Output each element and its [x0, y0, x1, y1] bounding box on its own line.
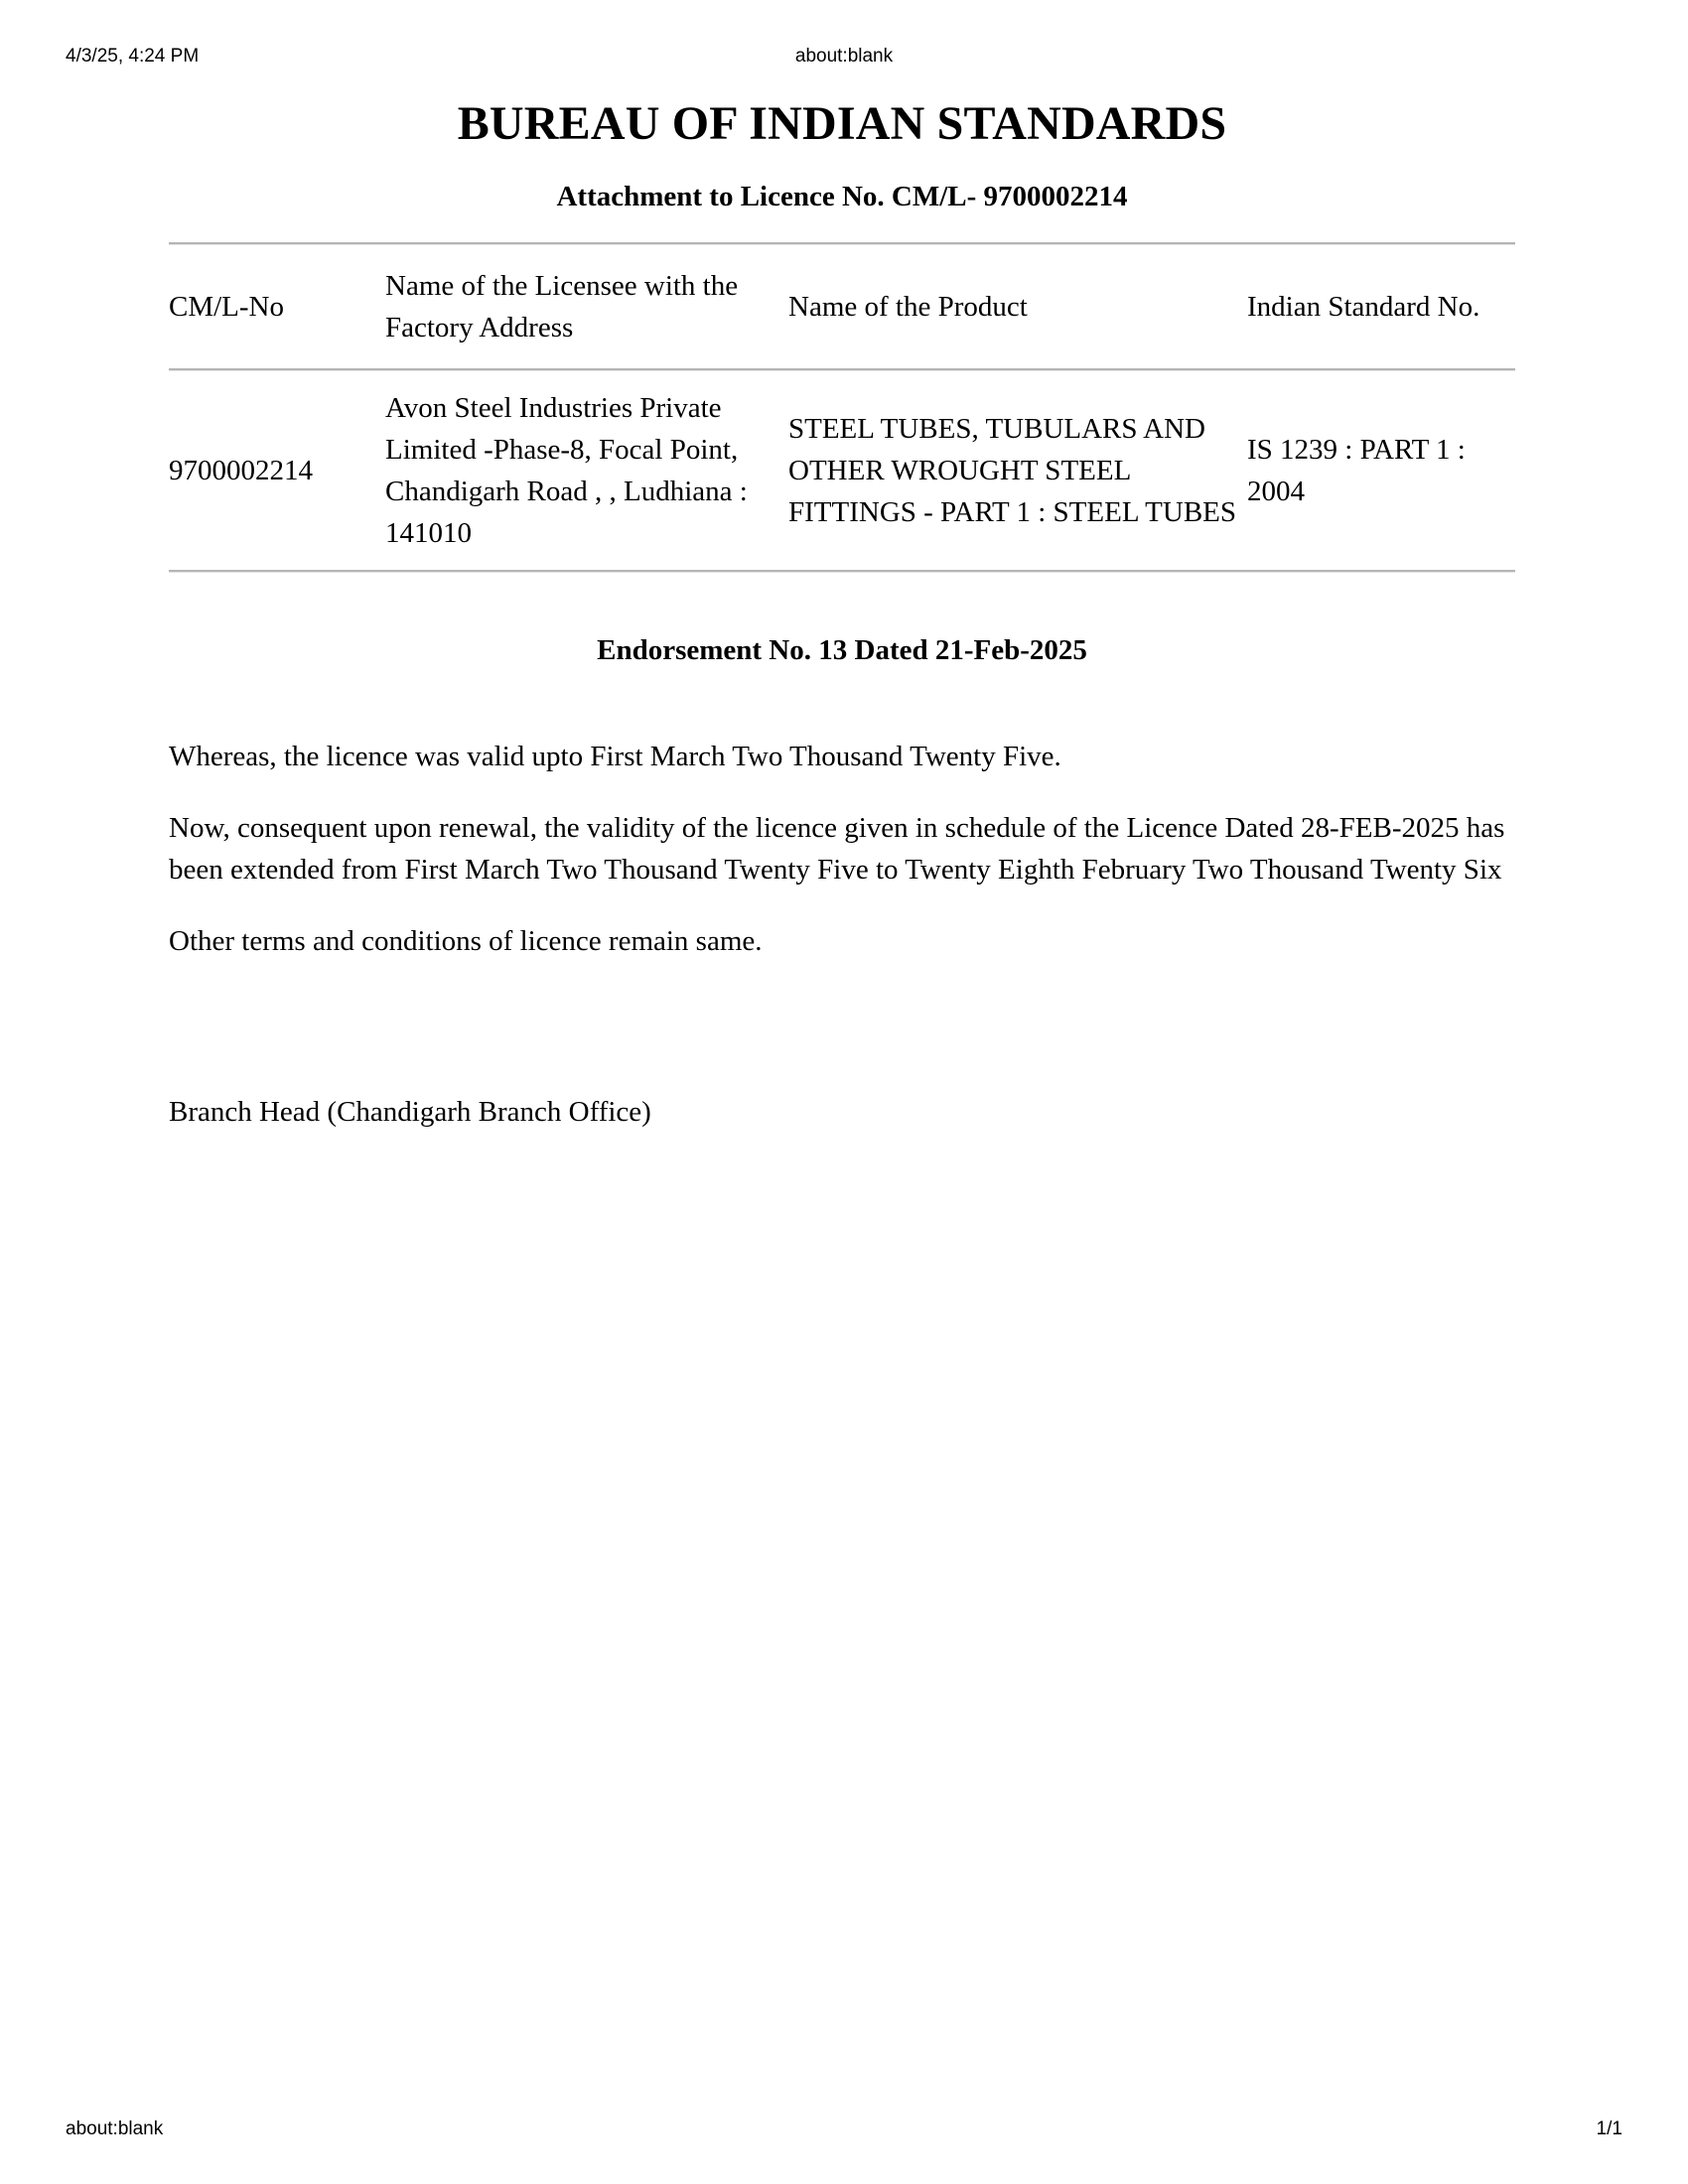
print-url: about:blank — [794, 46, 894, 67]
signatory: Branch Head (Chandigarh Branch Office) — [169, 1096, 651, 1128]
cell-product: STEEL TUBES, TUBULARS AND OTHER WROUGHT STEEL FITTINGS - PART 1 : STEEL TUBES — [788, 413, 1237, 528]
paragraph-terms: Other terms and conditions of licence remain same. — [169, 925, 763, 957]
document-title: BUREAU OF INDIAN STANDARDS — [457, 97, 1227, 150]
cell-standard-no: IS 1239 : PART 1 : 2004 — [1247, 434, 1466, 507]
cell-licensee: Avon Steel Industries Private Limited -Phase-8, Focal Point, Chandigarh Road , , Ludhiana : 141010 — [385, 392, 748, 549]
endorsement-heading: Endorsement No. 13 Dated 21-Feb-2025 — [597, 634, 1087, 666]
table-header-row — [169, 245, 1515, 368]
print-header — [0, 46, 1688, 69]
print-datetime: 4/3/25, 4:24 PM — [66, 46, 200, 67]
licence-table-body — [169, 371, 1515, 570]
print-footer — [0, 2118, 1688, 2142]
table-row — [169, 371, 1515, 570]
paragraph-validity: Whereas, the licence was valid upto First March Two Thousand Twenty Five. — [169, 741, 1061, 772]
licence-subtitle: Attachment to Licence No. CM/L- 9700002214 — [556, 181, 1128, 212]
licence-table — [169, 245, 1515, 368]
paragraph-renewal: Now, consequent upon renewal, the validity of the licence given in schedule of the Licence Dated 28-FEB-2025 has been extended from First March Two Thousand Twenty Five to Twenty Eighth February Two Thousand Twenty Six — [169, 812, 1505, 886]
cell-cml-no: 9700002214 — [169, 455, 313, 486]
header-licensee: Name of the Licensee with the Factory Address — [385, 270, 739, 343]
header-product: Name of the Product — [788, 291, 1028, 323]
footer-url: about:blank — [66, 2118, 164, 2139]
header-standard-no: Indian Standard No. — [1247, 291, 1480, 323]
table-bottom-rule — [169, 570, 1515, 573]
header-cml-no: CM/L-No — [169, 291, 284, 323]
document-body — [169, 91, 1515, 1133]
page-number: 1/1 — [1596, 2118, 1622, 2139]
